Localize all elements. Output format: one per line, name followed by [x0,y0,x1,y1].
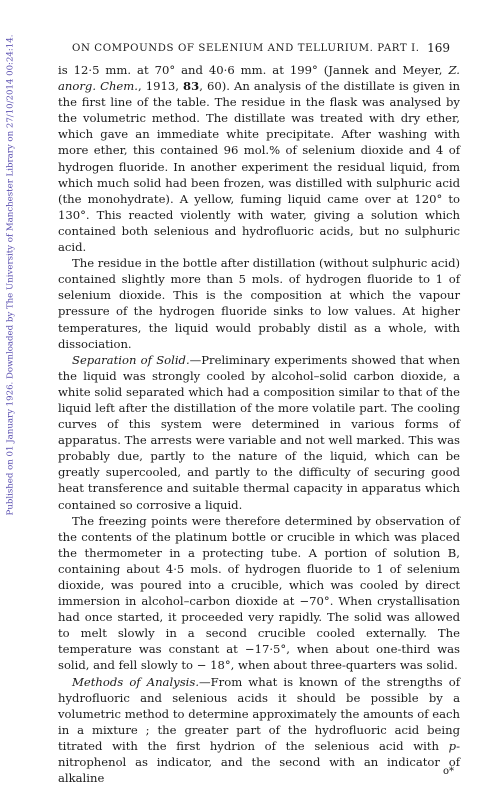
section-heading-analysis: Methods of Analysis. [72,674,200,689]
section-heading-separation: Separation of Solid. [72,352,190,367]
article-body [58,62,460,786]
paragraph-5: Methods of Analysis.—From what is known of the strengths of hydrofluoric and selenious acids it should be possible by a volumetric method to determine approximately the amounts of each in a mixture ; the greater part of the hydrofluoric acid being titrated with the first hydrion of the selenious acid with p-nitrophenol as indicator, and the second with an indicator of alkaline [58,674,460,786]
download-watermark-text: Published on 01 January 1926. Downloaded by The University of Manchester Library on 27/10/2014 00:24:14. [5,34,16,516]
page-number: 169 [427,41,450,55]
download-watermark [3,30,17,525]
journal-name: Z. anorg. Chem. [58,63,460,94]
running-title: ON COMPOUNDS OF SELENIUM AND TELLURIUM. PART I. [72,43,420,54]
paragraph-3: Separation of Solid.—Preliminary experiments showed that when the liquid was strongly cooled by alcohol–solid carbon dioxide, a white solid separated which had a composition similar to that of the liquid left after the distillation of the more volatile part. The cooling curves of this system were determined in various forms of apparatus. The arrests were variable and not well marked. This was probably due, partly to the nature of the liquid, which can be greatly supercooled, and partly to the difficulty of securing good heat transference and suitable thermal capacity in apparatus which contained so corrosive a liquid. [58,352,460,512]
signature-mark: o* [442,766,454,777]
paragraph-1: is 12·5 mm. at 70° and 40·6 mm. at 199° (Jannek and Meyer, Z. anorg. Chem., 1913, 83, 60). An analysis of the distillate is given in the first line of the table. The residue in the flask was analysed by the volumetric method. The distillate was treated with dry ether, which gave an immediate white precipitate. After washing with more ether, this contained 96 mol.% of selenium dioxide and 4 of hydrogen fluoride. In another experiment the residual liquid, from which much solid had been frozen, was distilled with sulphuric acid (the monohydrate). A yellow, fuming liquid came over at 120° to 130°. This reacted violently with water, giving a solution which contained both selenious and hydrofluoric acids, but no sulphuric acid. [58,63,461,255]
journal-volume: 83 [183,79,200,94]
running-header [58,42,460,56]
paragraph-4: The freezing points were therefore determined by observation of the contents of the platinum bottle or crucible in which was placed the thermometer in a protecting tube. A portion of solution B, containing about 4·5 mols. of hydrogen fluoride to 1 of selenium dioxide, was poured into a crucible, which was cooled by direct immersion in alcohol–carbon dioxide at −70°. When crystallisation had once started, it proceeded very rapidly. The solid was allowed to melt slowly in a second crucible cooled externally. The temperature was constant at −17·5°, when about one-third was solid, and fell slowly to − 18°, when about three-quarters was solid. [58,513,460,673]
paragraph-2: The residue in the bottle after distillation (without sulphuric acid) contained slightly more than 5 mols. of hydrogen fluoride to 1 of selenium dioxide. This is the composition at which the vapour pressure of the hydrogen fluoride sinks to low values. At higher temperatures, the liquid would probably distil as a whole, with dissociation. [58,256,461,351]
